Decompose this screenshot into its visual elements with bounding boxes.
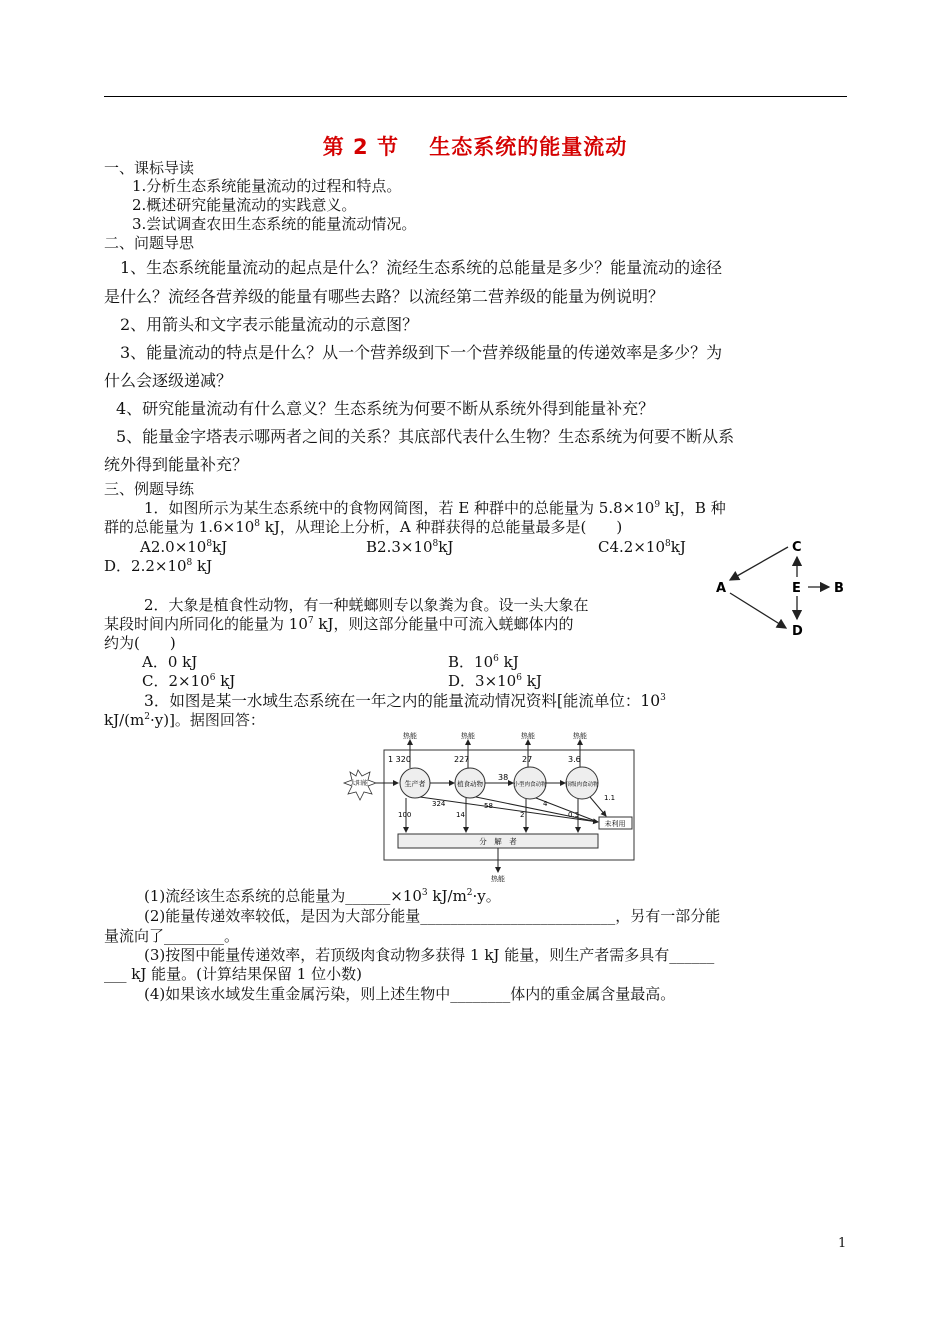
e2-option-d: D．$3\times 10^6$ kJ — [448, 672, 542, 690]
e1-option-c: $C4.2\times 10^8kJ$ — [598, 538, 686, 556]
q1-line1: 1、生态系统能量流动的起点是什么？流经生态系统的总能量是多少？能量流动的途径 — [120, 258, 723, 277]
value-100: 100 — [398, 811, 412, 819]
q5-line2: 统外得到能量补充？ — [104, 455, 249, 474]
heat-label-2: 热能 — [461, 732, 475, 740]
e3-q1: (1)流经该生态系统的总能量为$\_\_\_\_\_\_\times 10^3$ $kJ/m^2\cdot y$。 — [144, 887, 501, 905]
energy-flow-diagram — [340, 728, 640, 886]
s1-item-3: 3.尝试调查农田生态系统的能量流动情况。 — [132, 215, 417, 233]
herbivore-label: 植食动物 — [457, 780, 483, 788]
q3-line1: 3、能量流动的特点是什么？从一个营养级到下一个营养级能量的传递效率是多少？为 — [120, 343, 723, 362]
heat-label-5: 热能 — [491, 875, 505, 883]
sun-label: 太阳能 — [349, 780, 369, 787]
producer-label: 生产者 — [404, 780, 426, 788]
top-carnivore-label: 顶级肉食动物 — [565, 782, 599, 788]
heat-label-3: 热能 — [521, 732, 535, 740]
s1-item-2: 2.概述研究能量流动的实践意义。 — [132, 196, 357, 214]
e2-option-a: A．0 kJ — [142, 653, 198, 671]
e2-option-c: C．$2\times 10^6$ kJ — [142, 672, 236, 690]
food-web-diagram — [712, 535, 852, 643]
e3-q3-line2: ___ kJ 能量。(计算结果保留 1 位小数) — [104, 965, 362, 983]
header-rule — [104, 96, 847, 97]
page-title: 第 2 节 生态系统的能量流动 — [322, 135, 628, 159]
e2-line1: 2．大象是植食性动物，有一种蜣螂则专以象粪为食。设一头大象在 — [144, 596, 589, 614]
value-27: 27 — [522, 755, 533, 764]
e3-q4: (4)如果该水域发生重金属污染，则上述生物中________体内的重金属含量最高。 — [144, 985, 676, 1003]
q1-line2: 是什么？流经各营养级的能量有哪些去路？以流经第二营养级的能量为例说明？ — [104, 287, 665, 306]
small-carnivore-label: 小型肉食动物 — [513, 782, 547, 788]
e3-q2-line1: (2)能量传递效率较低，是因为大部分能量__________________________，另有一部分能 — [144, 907, 721, 925]
arrow-c-a — [730, 547, 788, 580]
e3-line1: 3．如图是某一水域生态系统在一年之内的能量流动情况资料[能流单位：$10^3$ — [144, 692, 666, 710]
arrow-a-d — [730, 593, 786, 628]
e3-q2-line2: 量流向了________。 — [104, 927, 240, 945]
value-58: 58 — [484, 802, 493, 810]
value-3-6: 3.6 — [568, 755, 581, 764]
q3-line2: 什么会逐级递减？ — [104, 371, 233, 390]
web-node-b: B — [834, 581, 844, 596]
value-1320: 1 320 — [388, 755, 411, 764]
q2: 2、用箭头和文字表示能量流动的示意图？ — [120, 315, 419, 334]
section1-heading: 一、课标导读 — [104, 159, 195, 177]
section2-heading: 二、问题导思 — [104, 234, 195, 252]
e3-line2: $kJ/(m^2\cdot y)$]。据图回答： — [104, 711, 265, 729]
e3-q3-line1: (3)按图中能量传递效率，若顶级肉食动物多获得 1 kJ 能量，则生产者需多具有______ — [144, 946, 715, 964]
value-324: 324 — [432, 800, 446, 808]
e1-line1: 1．如图所示为某生态系统中的食物网简图，若 E 种群中的总能量为 $5.8\times 10^9$ kJ，B 种 — [144, 499, 726, 517]
value-1-1: 1.1 — [604, 794, 616, 802]
decomposer-label: 分 解 者 — [479, 837, 517, 846]
q4: 4、研究能量流动有什么意义？生态系统为何要不断从系统外得到能量补充？ — [116, 399, 655, 418]
heat-label-1: 热能 — [403, 732, 417, 740]
value-227: 227 — [454, 755, 470, 764]
q5-line1: 5、能量金字塔表示哪两者之间的关系？其底部代表什么生物？生态系统为何要不断从系 — [116, 427, 735, 446]
value-38: 38 — [498, 773, 509, 782]
web-node-a: A — [716, 581, 727, 596]
value-2: 2 — [520, 811, 525, 819]
heat-label-4: 热能 — [573, 732, 587, 740]
value-4: 4 — [543, 800, 548, 808]
e2-option-b: B．$10^6$ kJ — [448, 653, 519, 671]
web-node-c: C — [792, 540, 802, 555]
e1-option-a: $A2.0\times 10^8kJ$ — [140, 538, 228, 556]
unused-label: 未利用 — [604, 820, 626, 828]
section3-heading: 三、例题导练 — [104, 480, 195, 498]
s1-item-1: 1.分析生态系统能量流动的过程和特点。 — [132, 177, 402, 195]
web-node-e: E — [792, 581, 801, 596]
e1-line2: 群的总能量为 $1.6\times 10^8$ kJ，从理论上分析，A 种群获得的总能量最多是( ) — [104, 518, 623, 536]
web-node-d: D — [792, 624, 803, 639]
value-0-3: 0.3 — [568, 811, 580, 819]
e1-option-b: $B2.3\times 10^8kJ$ — [366, 538, 454, 556]
value-14: 14 — [456, 811, 465, 819]
e2-line3: 约为( ) — [104, 634, 176, 652]
e1-option-d: D．$2.2\times 10^8$ kJ — [104, 557, 213, 575]
page-number: 1 — [838, 1236, 847, 1251]
e2-line2: 某段时间内所同化的能量为 $10^7$ kJ，则这部分能量中可流入蜣螂体内的 — [104, 615, 574, 633]
